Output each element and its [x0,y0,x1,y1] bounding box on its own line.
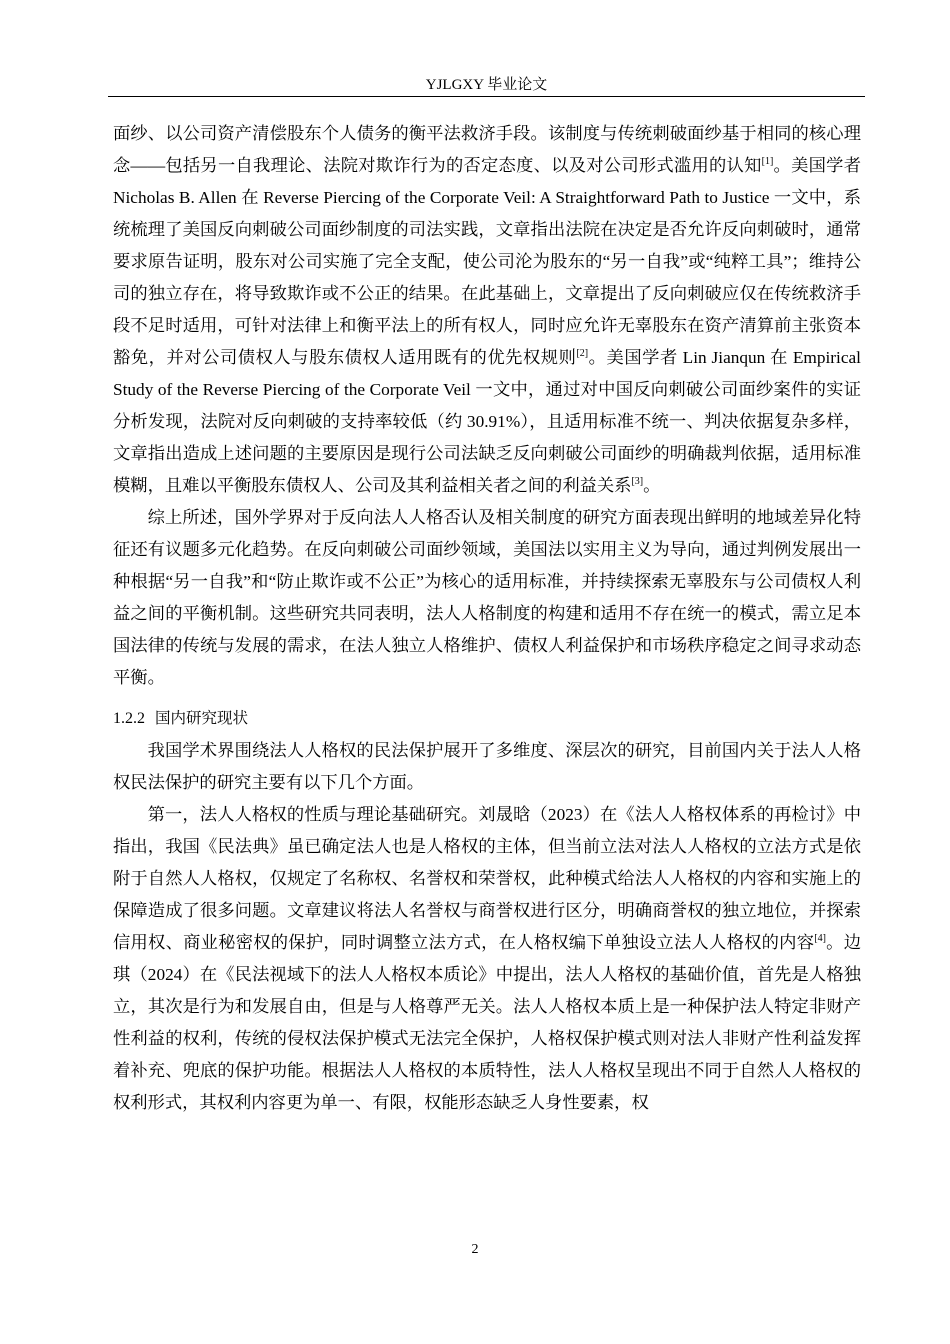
paragraph-domestic-intro: 我国学术界围绕法人人格权的民法保护展开了多维度、深层次的研究，目前国内关于法人人格权民法保护的研究主要有以下几个方面。 [113,741,861,792]
running-header [108,74,865,97]
header-title: YJLGXY 毕业论文 [425,77,548,93]
section-number: 1.2.2 [113,710,145,727]
paragraph-foreign-research-cont: 面纱、以公司资产清偿股东个人债务的衡平法救济手段。该制度与传统刺破面纱基于相同的核心理念——包括另一自我理论、法院对欺诈行为的否定态度、以及对公司形式滥用的认知[1]。美国学者 Nicholas B. Allen 在 Reverse Piercing of the Corporate Veil: A Straightforward Path to Justice 一文中，系统梳理了美国反向刺破公司面纱制度的司法实践，文章指出法院在决定是否允许反向刺破时，通常要求原告证明，股东对公司实施了完全支配，使公司沦为股东的“另一自我”或“纯粹工具”；维持公司的独立存在，将导致欺诈或不公正的结果。在此基础上，文章提出了反向刺破应仅在传统救济手段不足时适用，可针对法律上和衡平法上的所有权人，同时应允许无辜股东在资产清算前主张资本豁免，并对公司债权人与股东债权人适用既有的优先权规则[2]。美国学者 Lin Jianqun 在 Empirical Study of the Reverse Piercing of the Corporate Veil 一文中，通过对中国反向刺破公司面纱案件的实证分析发现，法院对反向刺破的支持率较低（约 30.91%），且适用标准不统一、判决依据复杂多样，文章指出造成上述问题的主要原因是现行公司法缺乏反向刺破公司面纱的明确裁判依据，适用标准模糊，且难以平衡股东债权人、公司及其利益相关者之间的利益关系[3]。 [113,124,861,495]
citation-marker: [4] [814,933,826,945]
paragraph-summary: 综上所述，国外学界对于反向法人人格否认及相关制度的研究方面表现出鲜明的地域差异化特征还有议题多元化趋势。在反向刺破公司面纱领域，美国法以实用主义为导向，通过判例发展出一种根据“另一自我”和“防止欺诈或不公正”为核心的适用标准，并持续探索无辜股东与公司债权人利益之间的平衡机制。这些研究共同表明，法人人格制度的构建和适用不存在统一的模式，需立足本国法律的传统与发展的需求，在法人独立人格维护、债权人利益保护和市场秩序稳定之间寻求动态平衡。 [113,508,861,687]
citation-marker: [1] [761,156,774,168]
section-heading [113,702,861,735]
page-number: 2 [471,1242,479,1257]
section-title: 国内研究现状 [155,709,249,727]
paragraph-first-aspect: 第一，法人人格权的性质与理论基础研究。刘晟晗（2023）在《法人人格权体系的再检讨》中指出，我国《民法典》虽已确定法人也是人格权的主体，但当前立法对法人人格权的立法方式是依附于自然人人格权，仅规定了名称权、名誉权和荣誉权，此种模式给法人人格权的内容和实施上的保障造成了很多问题。文章建议将法人名誉权与商誉权进行区分，明确商誉权的独立地位，并探索信用权、商业秘密权的保护，同时调整立法方式，在人格权编下单独设立法人人格权的内容[4]。边琪（2024）在《民法视域下的法人人格权本质论》中提出，法人人格权的基础价值，首先是人格独立，其次是行为和发展自由，但是与人格尊严无关。法人人格权本质上是一种保护法人特定非财产性利益的权利，传统的侵权法保护模式无法完全保护，人格权保护模式则对法人非财产性利益发挥着补充、兜底的保护功能。根据法人人格权的本质特性，法人人格权呈现出不同于自然人人格权的权利形式，其权利内容更为单一、有限，权能形态缺乏人身性要素，权 [113,805,861,1112]
body-content [113,118,861,1119]
citation-marker: [2] [576,348,589,360]
citation-marker: [3] [631,476,644,488]
